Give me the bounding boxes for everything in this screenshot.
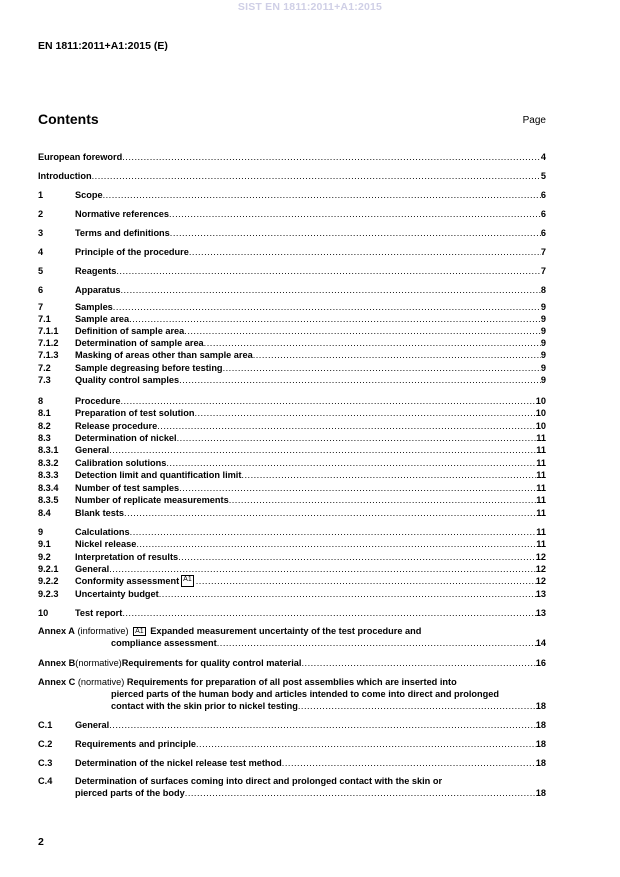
annex-label: Annex A bbox=[38, 626, 75, 636]
toc-entry-number: 7.2 bbox=[38, 363, 51, 373]
annex-line bbox=[38, 637, 546, 649]
toc-entry-text bbox=[38, 151, 546, 163]
toc-entry-page: 11 bbox=[536, 458, 546, 468]
toc-entry[interactable] bbox=[38, 494, 546, 506]
toc-entry-text bbox=[75, 563, 546, 575]
toc-entry-text bbox=[75, 362, 546, 374]
toc-entry-text bbox=[75, 482, 546, 494]
toc-entry-number: 9.2.2 bbox=[38, 576, 59, 586]
toc-entry[interactable] bbox=[38, 738, 546, 750]
toc-entry-number: 10 bbox=[38, 608, 49, 618]
annex-title: compliance assessment bbox=[111, 638, 217, 648]
toc-entry[interactable] bbox=[38, 469, 546, 481]
toc-entry[interactable] bbox=[38, 719, 546, 731]
toc-entry-number: 8.1 bbox=[38, 408, 51, 418]
toc-entry-number: 9.1 bbox=[38, 539, 51, 549]
toc-entry[interactable] bbox=[38, 457, 546, 469]
toc-entry-page: 9 bbox=[540, 326, 546, 336]
toc-entry-text bbox=[75, 301, 546, 313]
toc-entry-text bbox=[75, 719, 546, 731]
toc-entry-text bbox=[75, 551, 546, 563]
toc-entry-number: 7.3 bbox=[38, 375, 51, 385]
annex-page: 18 bbox=[535, 701, 546, 711]
toc-entry-text bbox=[75, 538, 546, 550]
toc-entry-title: Preparation of test solution bbox=[75, 408, 195, 418]
toc-entry[interactable] bbox=[38, 588, 546, 600]
dot-leader bbox=[124, 507, 536, 519]
toc-entry-page: 7 bbox=[540, 266, 546, 276]
dot-leader bbox=[116, 265, 541, 277]
toc-entry-page: 10 bbox=[535, 408, 546, 418]
dot-leader bbox=[196, 738, 536, 750]
dot-leader bbox=[185, 787, 536, 799]
toc-entry[interactable] bbox=[38, 526, 546, 538]
toc-entry-text bbox=[75, 395, 546, 407]
toc-entry-title: Release procedure bbox=[75, 421, 158, 431]
toc-entry[interactable] bbox=[38, 551, 546, 563]
toc-entry-title: General bbox=[75, 564, 110, 574]
dot-leader bbox=[92, 170, 541, 182]
dot-leader bbox=[109, 719, 536, 731]
dot-leader bbox=[196, 575, 536, 587]
annex-title: Requirements for quality control material bbox=[121, 658, 302, 668]
toc-entry-title: pierced parts of the body bbox=[75, 788, 185, 798]
toc-entry[interactable] bbox=[38, 325, 546, 337]
toc-entry-number: 2 bbox=[38, 209, 44, 219]
dot-leader bbox=[136, 538, 536, 550]
toc-entry-number: 8.3 bbox=[38, 433, 51, 443]
toc-entry-text bbox=[75, 738, 546, 750]
amendment-start-marker: A1 bbox=[135, 628, 144, 635]
dot-leader bbox=[166, 457, 536, 469]
toc-entry-number: 9.2 bbox=[38, 552, 51, 562]
toc-entry-page: 11 bbox=[536, 470, 546, 480]
toc-entry-text bbox=[75, 337, 546, 349]
toc-entry-text bbox=[75, 607, 546, 619]
dot-leader bbox=[129, 313, 541, 325]
toc-entry-text bbox=[75, 189, 546, 201]
dot-leader bbox=[189, 246, 541, 258]
page-column-label: Page bbox=[522, 115, 546, 126]
toc-entry-text bbox=[75, 457, 546, 469]
toc-entry-number: 8.3.5 bbox=[38, 495, 59, 505]
toc-entry-text bbox=[75, 374, 546, 386]
toc-entry[interactable] bbox=[38, 337, 546, 349]
toc-entry-title: Requirements and principle bbox=[75, 739, 196, 749]
annex-entry[interactable] bbox=[38, 676, 546, 712]
dot-leader bbox=[157, 420, 536, 432]
toc-entry-number: C.4 bbox=[38, 776, 53, 786]
toc-entry-number: 9 bbox=[38, 527, 44, 537]
toc-entry[interactable] bbox=[38, 407, 546, 419]
dot-leader bbox=[177, 432, 537, 444]
dot-leader bbox=[109, 444, 536, 456]
toc-entry-page: 11 bbox=[536, 445, 546, 455]
toc-entry-title: Calculations bbox=[75, 527, 130, 537]
annex-line bbox=[38, 700, 546, 712]
toc-entry-title: Interpretation of results bbox=[75, 552, 179, 562]
toc-entry-title: Quality control samples bbox=[75, 375, 180, 385]
annex-line bbox=[38, 625, 546, 637]
toc-entry-line bbox=[38, 775, 546, 787]
toc-entry-title: Apparatus bbox=[75, 285, 121, 295]
toc-entry[interactable] bbox=[38, 189, 546, 201]
dot-leader bbox=[179, 374, 541, 386]
toc-entry-title: Nickel release bbox=[75, 539, 137, 549]
annex-title: Requirements for preparation of all post assemblies which are inserted into bbox=[126, 677, 457, 687]
toc-entry-page: 7 bbox=[540, 247, 546, 257]
toc-entry-title: Definition of sample area bbox=[75, 326, 185, 336]
toc-entry-title: Normative references bbox=[75, 209, 169, 219]
toc-entry-page: 12 bbox=[535, 576, 546, 586]
toc-entry-number: 7.1.3 bbox=[38, 350, 59, 360]
toc-entry[interactable] bbox=[38, 507, 546, 519]
toc-entry-number: 3 bbox=[38, 228, 44, 238]
toc-entry-page: 11 bbox=[536, 539, 546, 549]
toc-entry[interactable] bbox=[38, 757, 546, 769]
dot-leader bbox=[229, 494, 537, 506]
toc-entry[interactable] bbox=[38, 563, 546, 575]
toc-entry-text bbox=[75, 469, 546, 481]
toc-entry[interactable] bbox=[38, 362, 546, 374]
toc-entry-title: Samples bbox=[75, 302, 113, 312]
toc-entry-title: Scope bbox=[75, 190, 103, 200]
toc-entry-page: 18 bbox=[535, 720, 546, 730]
toc-entry-text bbox=[75, 757, 546, 769]
toc-entry-text bbox=[75, 494, 546, 506]
document-id: EN 1811:2011+A1:2015 (E) bbox=[38, 40, 168, 52]
annex-label: Annex B bbox=[38, 658, 76, 668]
toc-entry[interactable] bbox=[38, 265, 546, 277]
toc-entry-title: Detection limit and quantification limit bbox=[75, 470, 242, 480]
toc-entry[interactable] bbox=[38, 374, 546, 386]
toc-entry-page: 13 bbox=[535, 608, 546, 618]
dot-leader bbox=[109, 563, 536, 575]
toc-entry-number: 8.3.4 bbox=[38, 483, 59, 493]
toc-entry[interactable] bbox=[38, 151, 546, 163]
dot-leader bbox=[282, 757, 536, 769]
dot-leader bbox=[130, 526, 537, 538]
dot-leader bbox=[120, 284, 540, 296]
toc-entry-number: 9.2.1 bbox=[38, 564, 59, 574]
toc-entry[interactable] bbox=[38, 538, 546, 550]
toc-entry-page: 18 bbox=[535, 758, 546, 768]
toc-entry-text bbox=[75, 349, 546, 361]
dot-leader bbox=[194, 407, 535, 419]
toc-entry[interactable] bbox=[38, 284, 546, 296]
dot-leader bbox=[122, 151, 541, 163]
dot-leader bbox=[204, 337, 541, 349]
dot-leader bbox=[169, 208, 541, 220]
annex-title: contact with the skin prior to nickel testing bbox=[111, 701, 298, 711]
toc-entry-text bbox=[75, 246, 546, 258]
toc-entry-title: Principle of the procedure bbox=[75, 247, 189, 257]
toc-entry[interactable] bbox=[38, 349, 546, 361]
toc-entry-page: 6 bbox=[540, 228, 546, 238]
toc-entry-page: 13 bbox=[535, 589, 546, 599]
annex-page: 14 bbox=[535, 638, 546, 648]
dot-leader bbox=[301, 657, 535, 669]
toc-entry[interactable] bbox=[38, 432, 546, 444]
toc-entry-title: General bbox=[75, 720, 110, 730]
dot-leader bbox=[170, 227, 541, 239]
toc-entry-title: Masking of areas other than sample area bbox=[75, 350, 253, 360]
annex-status: (informative) bbox=[77, 626, 129, 636]
toc-entry-page: 11 bbox=[536, 483, 546, 493]
dot-leader bbox=[241, 469, 536, 481]
toc-entry-text bbox=[75, 407, 546, 419]
dot-leader bbox=[159, 588, 536, 600]
toc-entry-line bbox=[38, 787, 546, 799]
toc-entry-title: Uncertainty budget bbox=[75, 589, 159, 599]
toc-entry-title: Blank tests bbox=[75, 508, 125, 518]
toc-entry-text bbox=[75, 432, 546, 444]
toc-entry-page: 12 bbox=[535, 552, 546, 562]
watermark: SIST EN 1811:2011+A1:2015 bbox=[237, 1, 383, 13]
toc-entry-number: 4 bbox=[38, 247, 44, 257]
toc-entry-title: Reagents bbox=[75, 266, 117, 276]
annex-status: (normative) bbox=[77, 677, 125, 687]
toc-entry-title: Determination of the nickel release test method bbox=[75, 758, 282, 768]
toc-entry-text bbox=[75, 526, 546, 538]
toc-entry[interactable] bbox=[38, 301, 546, 313]
toc-entry-page: 10 bbox=[535, 421, 546, 431]
dot-leader bbox=[122, 607, 535, 619]
toc-entry-page: 9 bbox=[540, 375, 546, 385]
toc-entry-number: C.1 bbox=[38, 720, 53, 730]
dot-leader bbox=[120, 395, 535, 407]
toc-entry-text bbox=[75, 227, 546, 239]
toc-entry[interactable] bbox=[38, 313, 546, 325]
toc-entry-number: C.3 bbox=[38, 758, 53, 768]
toc-entry-text bbox=[75, 208, 546, 220]
toc-entry[interactable] bbox=[38, 775, 546, 799]
dot-leader bbox=[178, 551, 536, 563]
toc-entry[interactable] bbox=[38, 170, 546, 182]
annex-line bbox=[38, 688, 546, 700]
contents-title: Contents bbox=[38, 111, 99, 127]
toc-entry-page: 8 bbox=[540, 285, 546, 295]
toc-entry-title: Number of replicate measurements bbox=[75, 495, 229, 505]
dot-leader bbox=[113, 301, 541, 313]
toc-entry-title: Calibration solutions bbox=[75, 458, 167, 468]
annex-title: Expanded measurement uncertainty of the test procedure and bbox=[150, 626, 422, 636]
toc-entry-number: 8.3.1 bbox=[38, 445, 59, 455]
toc-entry[interactable] bbox=[38, 227, 546, 239]
dot-leader bbox=[184, 325, 541, 337]
toc-entry-title: Determination of nickel bbox=[75, 433, 177, 443]
toc-entry[interactable] bbox=[38, 607, 546, 619]
toc-entry-page: 9 bbox=[540, 302, 546, 312]
toc-entry-number: 8.3.3 bbox=[38, 470, 59, 480]
toc-entry-number: C.2 bbox=[38, 739, 53, 749]
toc-entry-page: 9 bbox=[540, 314, 546, 324]
toc-entry-number: 7.1.2 bbox=[38, 338, 59, 348]
toc-entry-title: Terms and definitions bbox=[75, 228, 170, 238]
toc-entry-number: 8.2 bbox=[38, 421, 51, 431]
toc-entry-page: 5 bbox=[540, 171, 546, 181]
toc-entry-page: 12 bbox=[535, 564, 546, 574]
toc-entry[interactable] bbox=[38, 420, 546, 432]
toc-entry[interactable] bbox=[38, 208, 546, 220]
toc-entry-page: 11 bbox=[536, 527, 546, 537]
toc-entry-number: 6 bbox=[38, 285, 44, 295]
toc-entry-text bbox=[75, 325, 546, 337]
toc-entry-title: Determination of sample area bbox=[75, 338, 204, 348]
toc-entry[interactable] bbox=[38, 482, 546, 494]
toc-entry-number: 7.1.1 bbox=[38, 326, 59, 336]
toc-entry-title: Test report bbox=[75, 608, 123, 618]
toc-entry-title: European foreword bbox=[38, 152, 123, 162]
toc-entry-title: Conformity assessment bbox=[75, 576, 180, 586]
toc-entry-title: Introduction bbox=[38, 171, 92, 181]
toc-entry-text bbox=[75, 444, 546, 456]
toc-entry-number: 9.2.3 bbox=[38, 589, 59, 599]
toc-entry-page: 4 bbox=[540, 152, 546, 162]
toc-entry-number: 8 bbox=[38, 396, 44, 406]
toc-entry-number: 1 bbox=[38, 190, 44, 200]
annex-line bbox=[38, 657, 546, 669]
toc-entry-page: 11 bbox=[536, 495, 546, 505]
toc-entry-title: Procedure bbox=[75, 396, 121, 406]
toc-entry-number: 8.4 bbox=[38, 508, 51, 518]
toc-entry-page: 6 bbox=[540, 209, 546, 219]
toc-entry-title: Sample area bbox=[75, 314, 130, 324]
toc-entry-text bbox=[75, 265, 546, 277]
dot-leader bbox=[298, 700, 536, 712]
toc-entry-text bbox=[75, 420, 546, 432]
toc-entry-page: 9 bbox=[540, 338, 546, 348]
toc-entry-page: 10 bbox=[535, 396, 546, 406]
annex-line bbox=[38, 676, 546, 688]
toc-entry-page: 11 bbox=[536, 433, 546, 443]
toc-entry-title: Sample degreasing before testing bbox=[75, 363, 223, 373]
toc-entry-number: 7 bbox=[38, 302, 44, 312]
toc-entry-page: 11 bbox=[536, 508, 546, 518]
annex-title: pierced parts of the human body and articles intended to come into direct and prolonged bbox=[111, 689, 499, 699]
dot-leader bbox=[253, 349, 541, 361]
toc-entry-text bbox=[38, 170, 546, 182]
toc-entry[interactable] bbox=[38, 246, 546, 258]
toc-entry-number: 7.1 bbox=[38, 314, 51, 324]
toc-entry-text bbox=[75, 575, 546, 587]
amendment-end-marker: A1 bbox=[181, 575, 194, 587]
toc-entry-page: 9 bbox=[540, 350, 546, 360]
dot-leader bbox=[223, 362, 541, 374]
toc-entry-text bbox=[75, 284, 546, 296]
dot-leader bbox=[103, 189, 541, 201]
toc-entry-number: 5 bbox=[38, 266, 44, 276]
toc-entry[interactable] bbox=[38, 395, 546, 407]
toc-entry-page: 18 bbox=[535, 788, 546, 798]
toc-entry-number: 8.3.2 bbox=[38, 458, 59, 468]
toc-entry-title: Number of test samples bbox=[75, 483, 180, 493]
toc-entry-title: General bbox=[75, 445, 110, 455]
toc-entry[interactable] bbox=[38, 575, 546, 587]
toc-entry-text bbox=[75, 507, 546, 519]
toc-entry-text bbox=[75, 313, 546, 325]
annex-page: 16 bbox=[535, 658, 546, 668]
toc-entry[interactable] bbox=[38, 444, 546, 456]
toc-entry-title: Determination of surfaces coming into direct and prolonged contact with the skin or bbox=[75, 776, 443, 786]
annex-status: (normative) bbox=[75, 658, 122, 668]
page-number: 2 bbox=[38, 836, 44, 848]
annex-entry[interactable] bbox=[38, 657, 546, 669]
toc-entry-page: 18 bbox=[535, 739, 546, 749]
toc-entry-page: 9 bbox=[540, 363, 546, 373]
dot-leader bbox=[179, 482, 536, 494]
annex-label: Annex C bbox=[38, 677, 76, 687]
annex-entry[interactable] bbox=[38, 625, 546, 649]
dot-leader bbox=[217, 637, 536, 649]
toc-entry-text bbox=[75, 588, 546, 600]
toc-entry-page: 6 bbox=[540, 190, 546, 200]
